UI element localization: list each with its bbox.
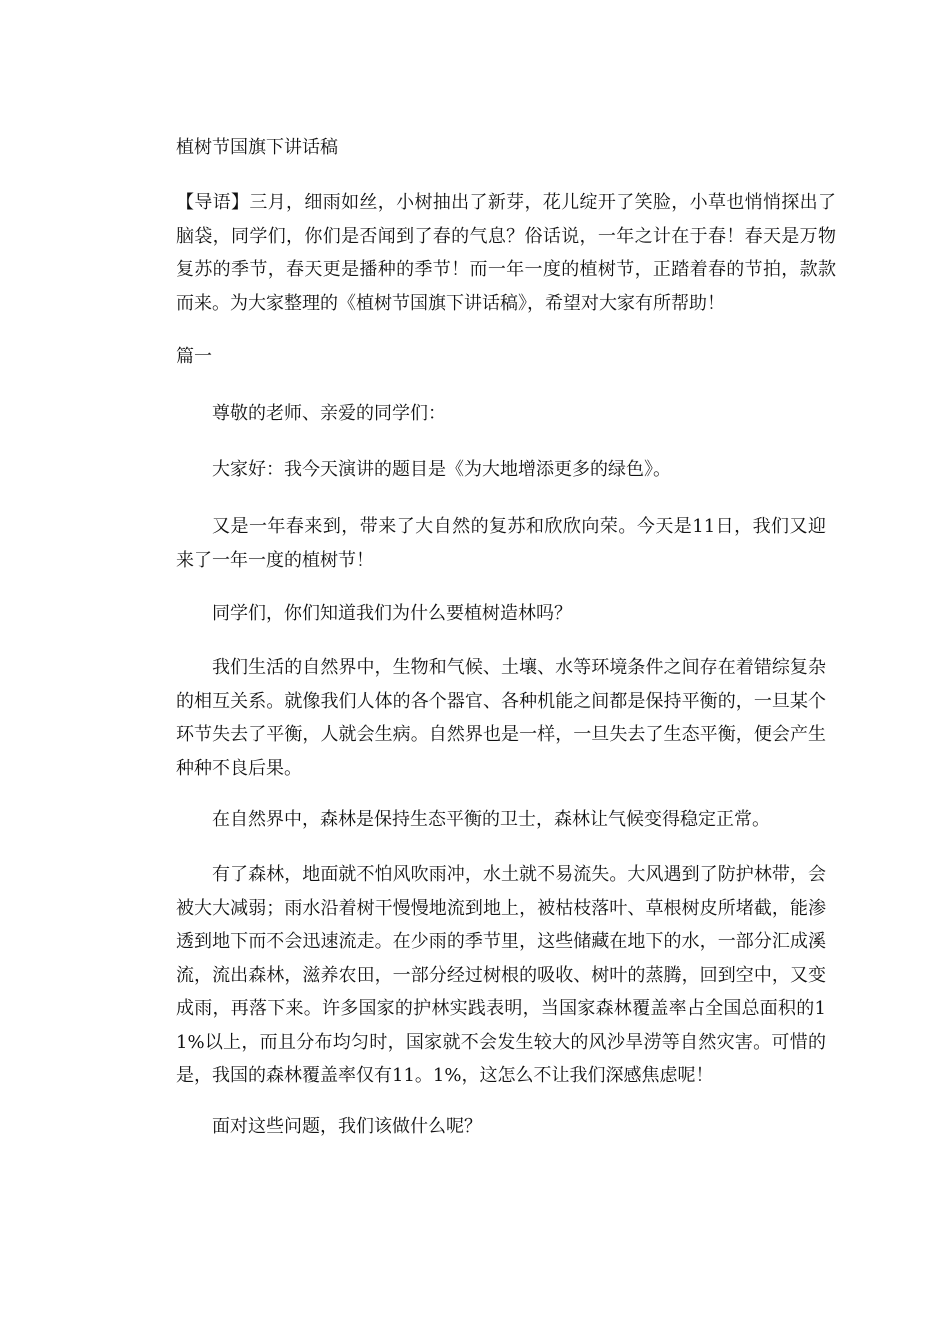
body-paragraph-question: 同学们，你们知道我们为什么要植树造林吗？: [212, 603, 572, 624]
greeting-paragraph: 大家好：我今天演讲的题目是《为大地增添更多的绿色》。: [212, 459, 671, 480]
intro-paragraph: 【导语】三月，细雨如丝，小树抽出了新芽，花儿绽开了笑脸，小草也悄悄探出了脑袋，同学们，你们是否闻到了春的气息？俗话说，一年之计在于春！春天是万物复苏的季节，春天更是播种的季节！而一年一度的植树节，正踏着春的节拍，款款而来。为大家整理的《植树节国旗下讲话稿》，希望对大家有所帮助！: [176, 192, 836, 314]
body-paragraph-nature: 我们生活的自然界中，生物和气候、土壤、水等环境条件之间存在着错综复杂的相互关系。就像我们人体的各个器官、各种机能之间都是保持平衡的，一旦某个环节失去了平衡，人就会生病。自然界也是一样，一旦失去了生态平衡，便会产生种种不良后果。: [176, 657, 826, 779]
body-paragraph-closing-question: 面对这些问题，我们该做什么呢？: [212, 1116, 482, 1137]
document-title: 植树节国旗下讲话稿: [176, 137, 338, 158]
salutation-paragraph: 尊敬的老师、亲爱的同学们：: [212, 403, 446, 424]
body-paragraph-spring: 又是一年春来到，带来了大自然的复苏和欣欣向荣。今天是11日，我们又迎来了一年一度的植树节！: [176, 516, 826, 571]
body-paragraph-forest-benefits: 有了森林，地面就不怕风吹雨冲，水土就不易流失。大风遇到了防护林带，会被大大减弱；雨水沿着树干慢慢地流到地上，被枯枝落叶、草根树皮所堵截，能渗透到地下而不会迅速流走。在少雨的季节里，这些储藏在地下的水，一部分汇成溪流，流出森林，滋养农田，一部分经过树根的吸收、树叶的蒸腾，回到空中，又变成雨，再落下来。许多国家的护林实践表明，当国家森林覆盖率占全国总面积的11%以上，而且分布均匀时，国家就不会发生较大的风沙旱涝等自然灾害。可惜的是，我国的森林覆盖率仅有11。1%，这怎么不让我们深感焦虑呢！: [176, 864, 826, 1086]
section-heading: 篇一: [176, 346, 212, 367]
body-paragraph-forest-guard: 在自然界中，森林是保持生态平衡的卫士，森林让气候变得稳定正常。: [212, 809, 770, 830]
